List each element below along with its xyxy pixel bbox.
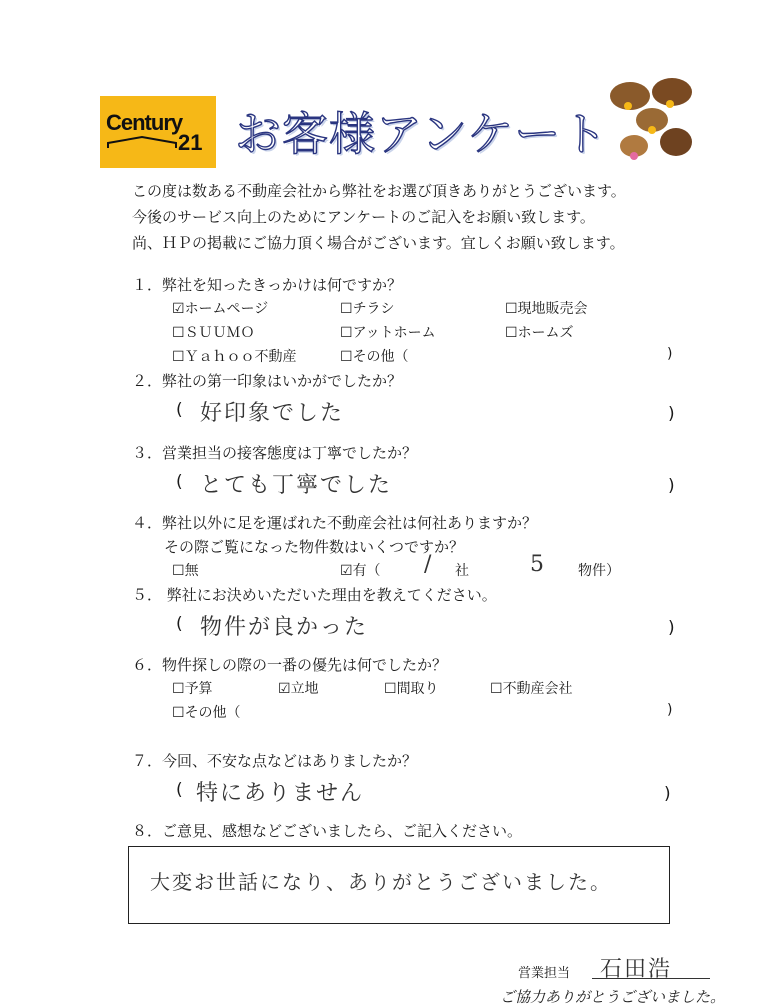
q1-option-flyer[interactable]: ☐チラシ bbox=[340, 301, 395, 317]
q3-paren-open: ( bbox=[176, 472, 183, 492]
q1-option-yahoo[interactable]: ☐Ｙａｈｏｏ不動産 bbox=[172, 349, 297, 365]
logo-number: 21 bbox=[178, 130, 203, 155]
q6-other-close: ) bbox=[667, 702, 673, 718]
question-1: １．弊社を知ったきっかけは何ですか？ bbox=[132, 276, 403, 294]
q1-option-other[interactable]: ☐その他（ bbox=[340, 349, 409, 365]
q7-paren-open: ( bbox=[176, 780, 183, 800]
q4-sha-label: 社 bbox=[455, 563, 469, 579]
q3-paren-close: ) bbox=[668, 476, 675, 496]
q6-option-other[interactable]: ☐その他（ bbox=[172, 705, 241, 721]
q5-paren-open: ( bbox=[176, 614, 183, 634]
staff-name: 石田浩 bbox=[600, 957, 673, 982]
mascot-dogs-illustration bbox=[600, 70, 700, 166]
question-8: ８．ご意見、感想などございましたら、ご記入ください。 bbox=[132, 822, 523, 840]
q1-option-athome[interactable]: ☐アットホーム bbox=[340, 325, 436, 341]
q8-answer[interactable]: 大変お世話になり、ありがとうございました。 bbox=[150, 870, 612, 894]
question-4: ４．弊社以外に足を運ばれた不動産会社は何社ありますか？ bbox=[132, 514, 538, 532]
century21-logo bbox=[100, 96, 216, 168]
q3-answer[interactable]: とても丁寧でした bbox=[200, 473, 393, 498]
q5-answer[interactable]: 物件が良かった bbox=[200, 615, 369, 640]
q2-paren-close: ) bbox=[668, 404, 675, 424]
logo-roof-icon bbox=[106, 134, 178, 150]
q1-option-homepage[interactable]: ☑ホームページ bbox=[172, 301, 269, 317]
q4-company-count[interactable]: / bbox=[424, 552, 434, 577]
question-2: ２．弊社の第一印象はいかがでしたか？ bbox=[132, 372, 403, 390]
q6-option-budget[interactable]: ☐予算 bbox=[172, 681, 213, 697]
logo-brand: Century bbox=[106, 110, 183, 135]
intro-line-2: 今後のサービス向上のためにアンケートのご記入をお願い致します。 bbox=[132, 208, 595, 226]
question-4-sub: その際ご覧になった物件数はいくつですか？ bbox=[164, 538, 465, 556]
q2-paren-open: ( bbox=[176, 400, 183, 420]
intro-line-1: この度は数ある不動産会社から弊社をお選び頂きありがとうございます。 bbox=[132, 182, 626, 200]
q4-option-yes[interactable]: ☑有（ bbox=[340, 563, 381, 579]
q4-property-count[interactable]: 5 bbox=[530, 552, 546, 577]
q1-option-suumo[interactable]: ☐ＳＵＵＭＯ bbox=[172, 325, 255, 341]
question-5: ５． 弊社にお決めいただいた理由を教えてください。 bbox=[132, 586, 497, 604]
q1-option-onsite-sale[interactable]: ☐現地販売会 bbox=[505, 301, 588, 317]
question-6: ６．物件探しの際の一番の優先は何でしたか？ bbox=[132, 656, 448, 674]
q4-bukken-label: 物件） bbox=[578, 563, 620, 579]
q2-answer[interactable]: 好印象でした bbox=[200, 401, 345, 426]
q6-option-layout[interactable]: ☐間取り bbox=[384, 681, 439, 697]
staff-label: 営業担当 bbox=[518, 966, 571, 981]
q6-option-location[interactable]: ☑立地 bbox=[278, 681, 319, 697]
q6-option-company[interactable]: ☐不動産会社 bbox=[490, 681, 573, 697]
staff-name-underline bbox=[592, 978, 710, 979]
question-7: ７．今回、不安な点などはありましたか？ bbox=[132, 752, 418, 770]
q7-paren-close: ) bbox=[664, 784, 671, 804]
q4-option-none[interactable]: ☐無 bbox=[172, 563, 199, 579]
page-title: お客様アンケート bbox=[235, 107, 609, 161]
q1-other-close: ) bbox=[667, 346, 673, 362]
q5-paren-close: ) bbox=[668, 618, 675, 638]
question-3: ３．営業担当の接客態度は丁寧でしたか？ bbox=[132, 444, 418, 462]
intro-line-3: 尚、ＨＰの掲載にご協力頂く場合がございます。宜しくお願い致します。 bbox=[132, 234, 625, 252]
q7-answer[interactable]: 特にありません bbox=[196, 781, 365, 806]
thanks-text: ご協力ありがとうございました。 bbox=[500, 988, 726, 1006]
q1-option-homes[interactable]: ☐ホームズ bbox=[505, 325, 574, 341]
